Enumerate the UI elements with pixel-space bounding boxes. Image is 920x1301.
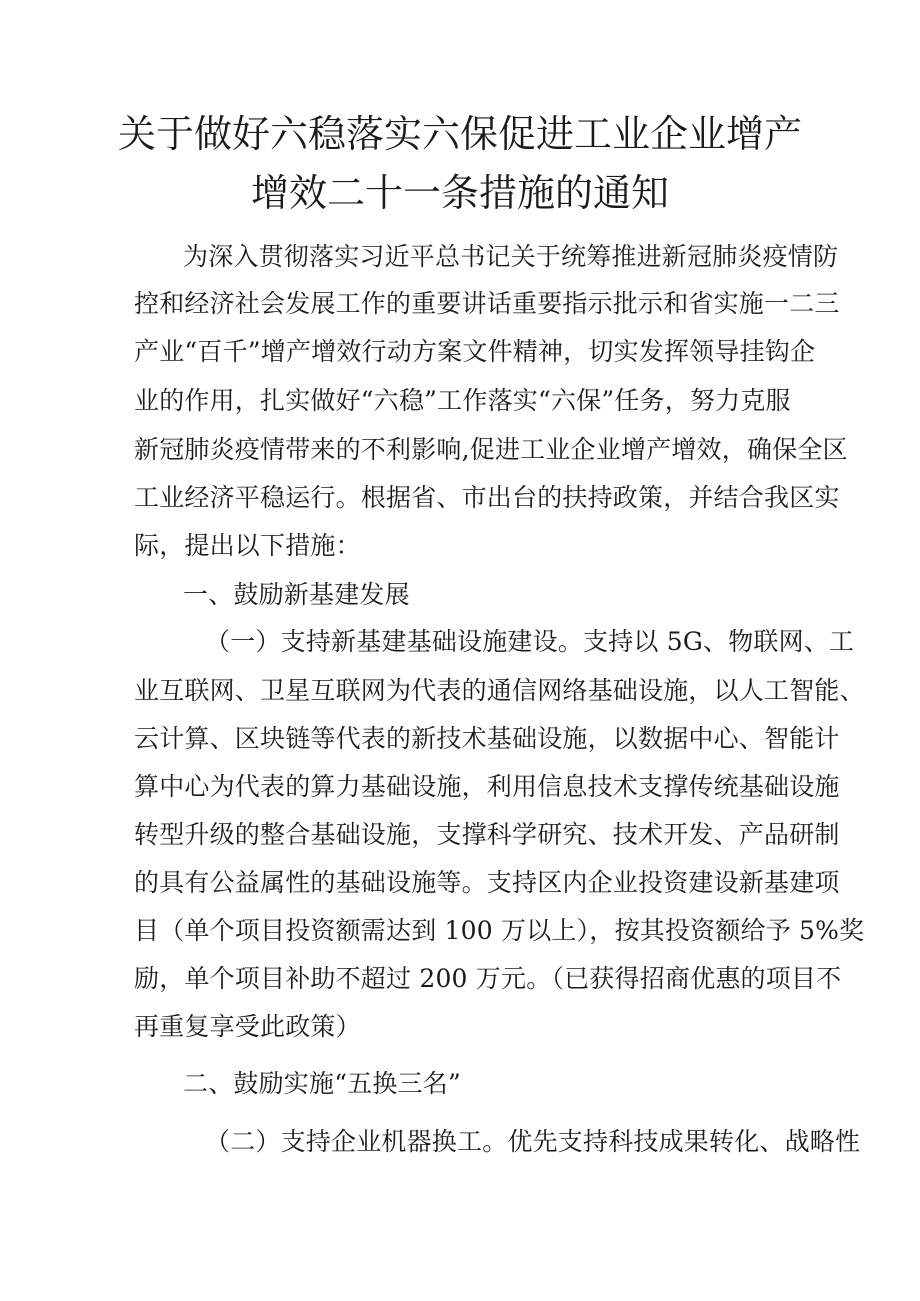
intro-line-2: 控和经济社会发展工作的重要讲话重要指示批示和省实施一二三 <box>134 289 840 318</box>
intro-line-1: 为深入贯彻落实习近平总书记关于统筹推进新冠肺炎疫情防 <box>183 242 839 271</box>
section-1-item-1-line-8: 励，单个项目补助不超过 200 万元。（已获得招商优惠的项目不 <box>134 964 842 993</box>
section-1-item-1-line-4: 算中心为代表的算力基础设施，利用信息技术支撑传统基础设施 <box>134 772 840 801</box>
document-title-line-2: 增效二十一条措施的通知 <box>250 171 669 215</box>
section-1-item-1-line-5: 转型升级的整合基础设施，支撑科学研究、技术开发、产品研制 <box>134 820 840 849</box>
section-1-item-1-line-6: 的具有公益属性的基础设施等。支持区内企业投资建设新基建项 <box>134 868 840 897</box>
intro-line-7: 际，提出以下措施： <box>134 531 361 560</box>
section-1-heading: 一、鼓励新基建发展 <box>183 580 410 609</box>
section-1-item-1-line-3: 云计算、区块链等代表的新技术基础设施，以数据中心、智能计 <box>134 724 840 753</box>
section-1-item-1-line-1: （一）支持新基建基础设施建设。支持以 5G、物联网、工 <box>205 627 855 656</box>
intro-line-4: 业的作用，扎实做好“六稳”工作落实“六保”任务，努力克服 <box>134 386 791 415</box>
section-1-item-1-line-7: 目（单个项目投资额需达到 100 万以上），按其投资额给予 5%奖 <box>134 916 865 945</box>
section-2-item-1-line-1: （二）支持企业机器换工。优先支持科技成果转化、战略性 <box>205 1127 861 1156</box>
intro-line-6: 工业经济平稳运行。根据省、市出台的扶持政策，并结合我区实 <box>134 483 840 512</box>
section-1-item-1-line-9: 再重复享受此政策） <box>134 1012 361 1041</box>
section-2-heading: 二、鼓励实施“五换三名” <box>183 1069 461 1098</box>
intro-line-5: 新冠肺炎疫情带来的不利影响,促进工业企业增产增效，确保全区 <box>134 435 848 464</box>
document-title-line-1: 关于做好六稳落实六保促进工业企业增产 <box>117 112 802 156</box>
intro-line-3: 产业“百千”增产增效行动方案文件精神，切实发挥领导挂钩企 <box>134 337 816 366</box>
section-1-item-1-line-2: 业互联网、卫星互联网为代表的通信网络基础设施，以人工智能、 <box>134 676 865 705</box>
